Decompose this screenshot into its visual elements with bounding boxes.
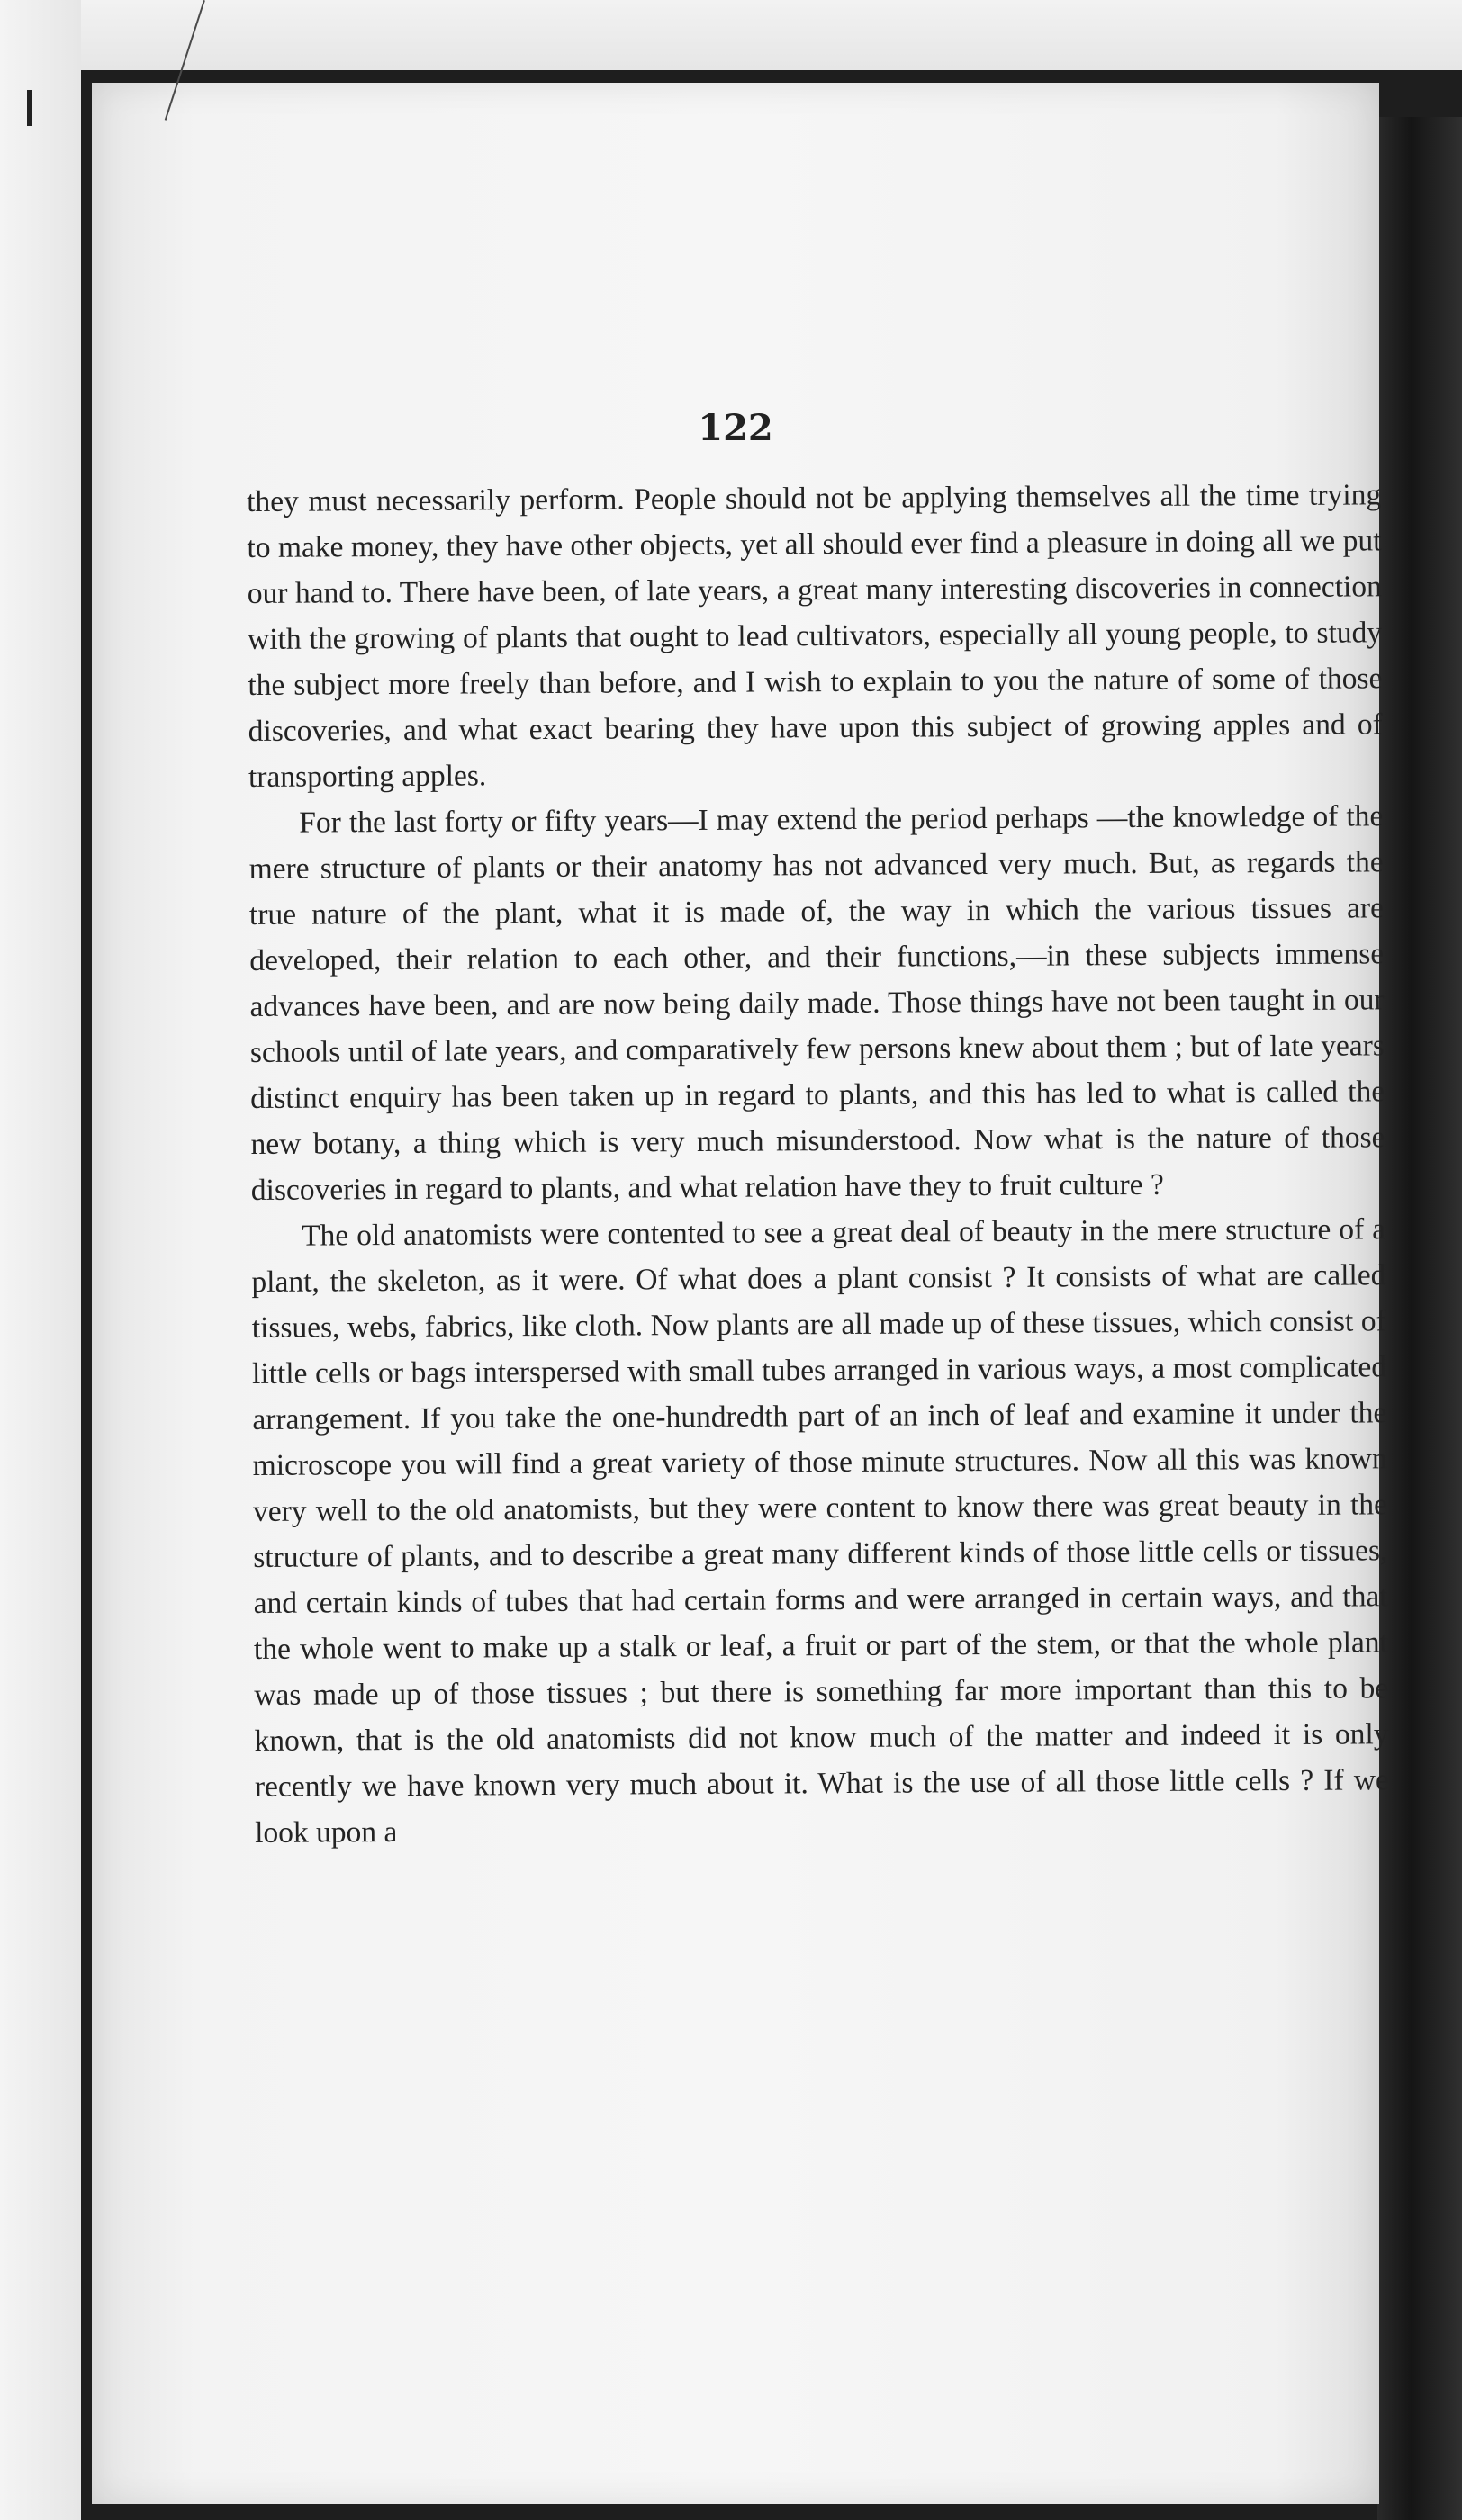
page-gutter-shadow: [1377, 117, 1462, 2520]
scan-top-margin: [0, 0, 1462, 81]
scan-edge-mark: [27, 90, 32, 126]
paragraph-1: they must necessarily perform. People should not be applying themselves all the time trying to make money, they have other objects, yet all should ever find a pleasure in doing all we put our hand to. There have been, of late years, a great many interesting discoveries in connection with the growing of plants that ought to lead cultivators, especially all young people, to study the subject more freely than before, and I wish to explain to you the nature of some of those discoveries, and what exact bearing they have upon this subject of growing apples and of transporting apples.: [247, 478, 1383, 794]
book-page: [92, 83, 1389, 2504]
page-number: 122: [698, 407, 773, 449]
paragraph-2: For the last forty or fifty years—I may extend the period perhaps —the knowledge of the mere structure of plants or their anatomy has not advanced very much. But, as regards the true nature of the plant, what it is made of, the way in which the various tissues are developed, their relation to each other, and their functions,—in these subjects immense advances have been, and are now being daily made. Those things have not been taught in our schools until of late years, and comparatively few persons knew about them ; but of late years distinct enquiry has been taken up in regard to plants, and this has led to what is called the new botany, a thing which is very much misunderstood. Now what is the nature of those discoveries in regard to plants, and what relation have they to fruit culture ?: [248, 799, 1385, 1207]
scan-left-margin: [0, 0, 81, 2520]
paragraph-3: The old anatomists were contented to see a great deal of beauty in the mere structure of a plant, the skeleton, as it were. Of what does a plant consist ? It consists of what are called tissues, webs, fabrics, like cloth. Now plants are all made up of these tissues, which consist of little cells or bags interspersed with small tubes arranged in various ways, a most complicated arrangement. If you take the one-hundredth part of an inch of leaf and examine it under the microscope you will find a great variety of those minute structures. Now all this was known very well to the old anatomists, but they were content to know there was great beauty in the structure of plants, and to describe a great many different kinds of those little cells or tissues, and certain kinds of tubes that had certain forms and were arranged in certain ways, and that the whole went to make up a stalk or leaf, a fruit or part of the stem, or that the whole plant was made up of those tissues ; but there is something far more important than this to be known, that is the old anatomists did not know much of the matter and indeed it is only recently we have known very much about it. What is the use of all those little cells ? If we look upon a: [251, 1212, 1389, 1850]
body-text: [247, 472, 1389, 1856]
